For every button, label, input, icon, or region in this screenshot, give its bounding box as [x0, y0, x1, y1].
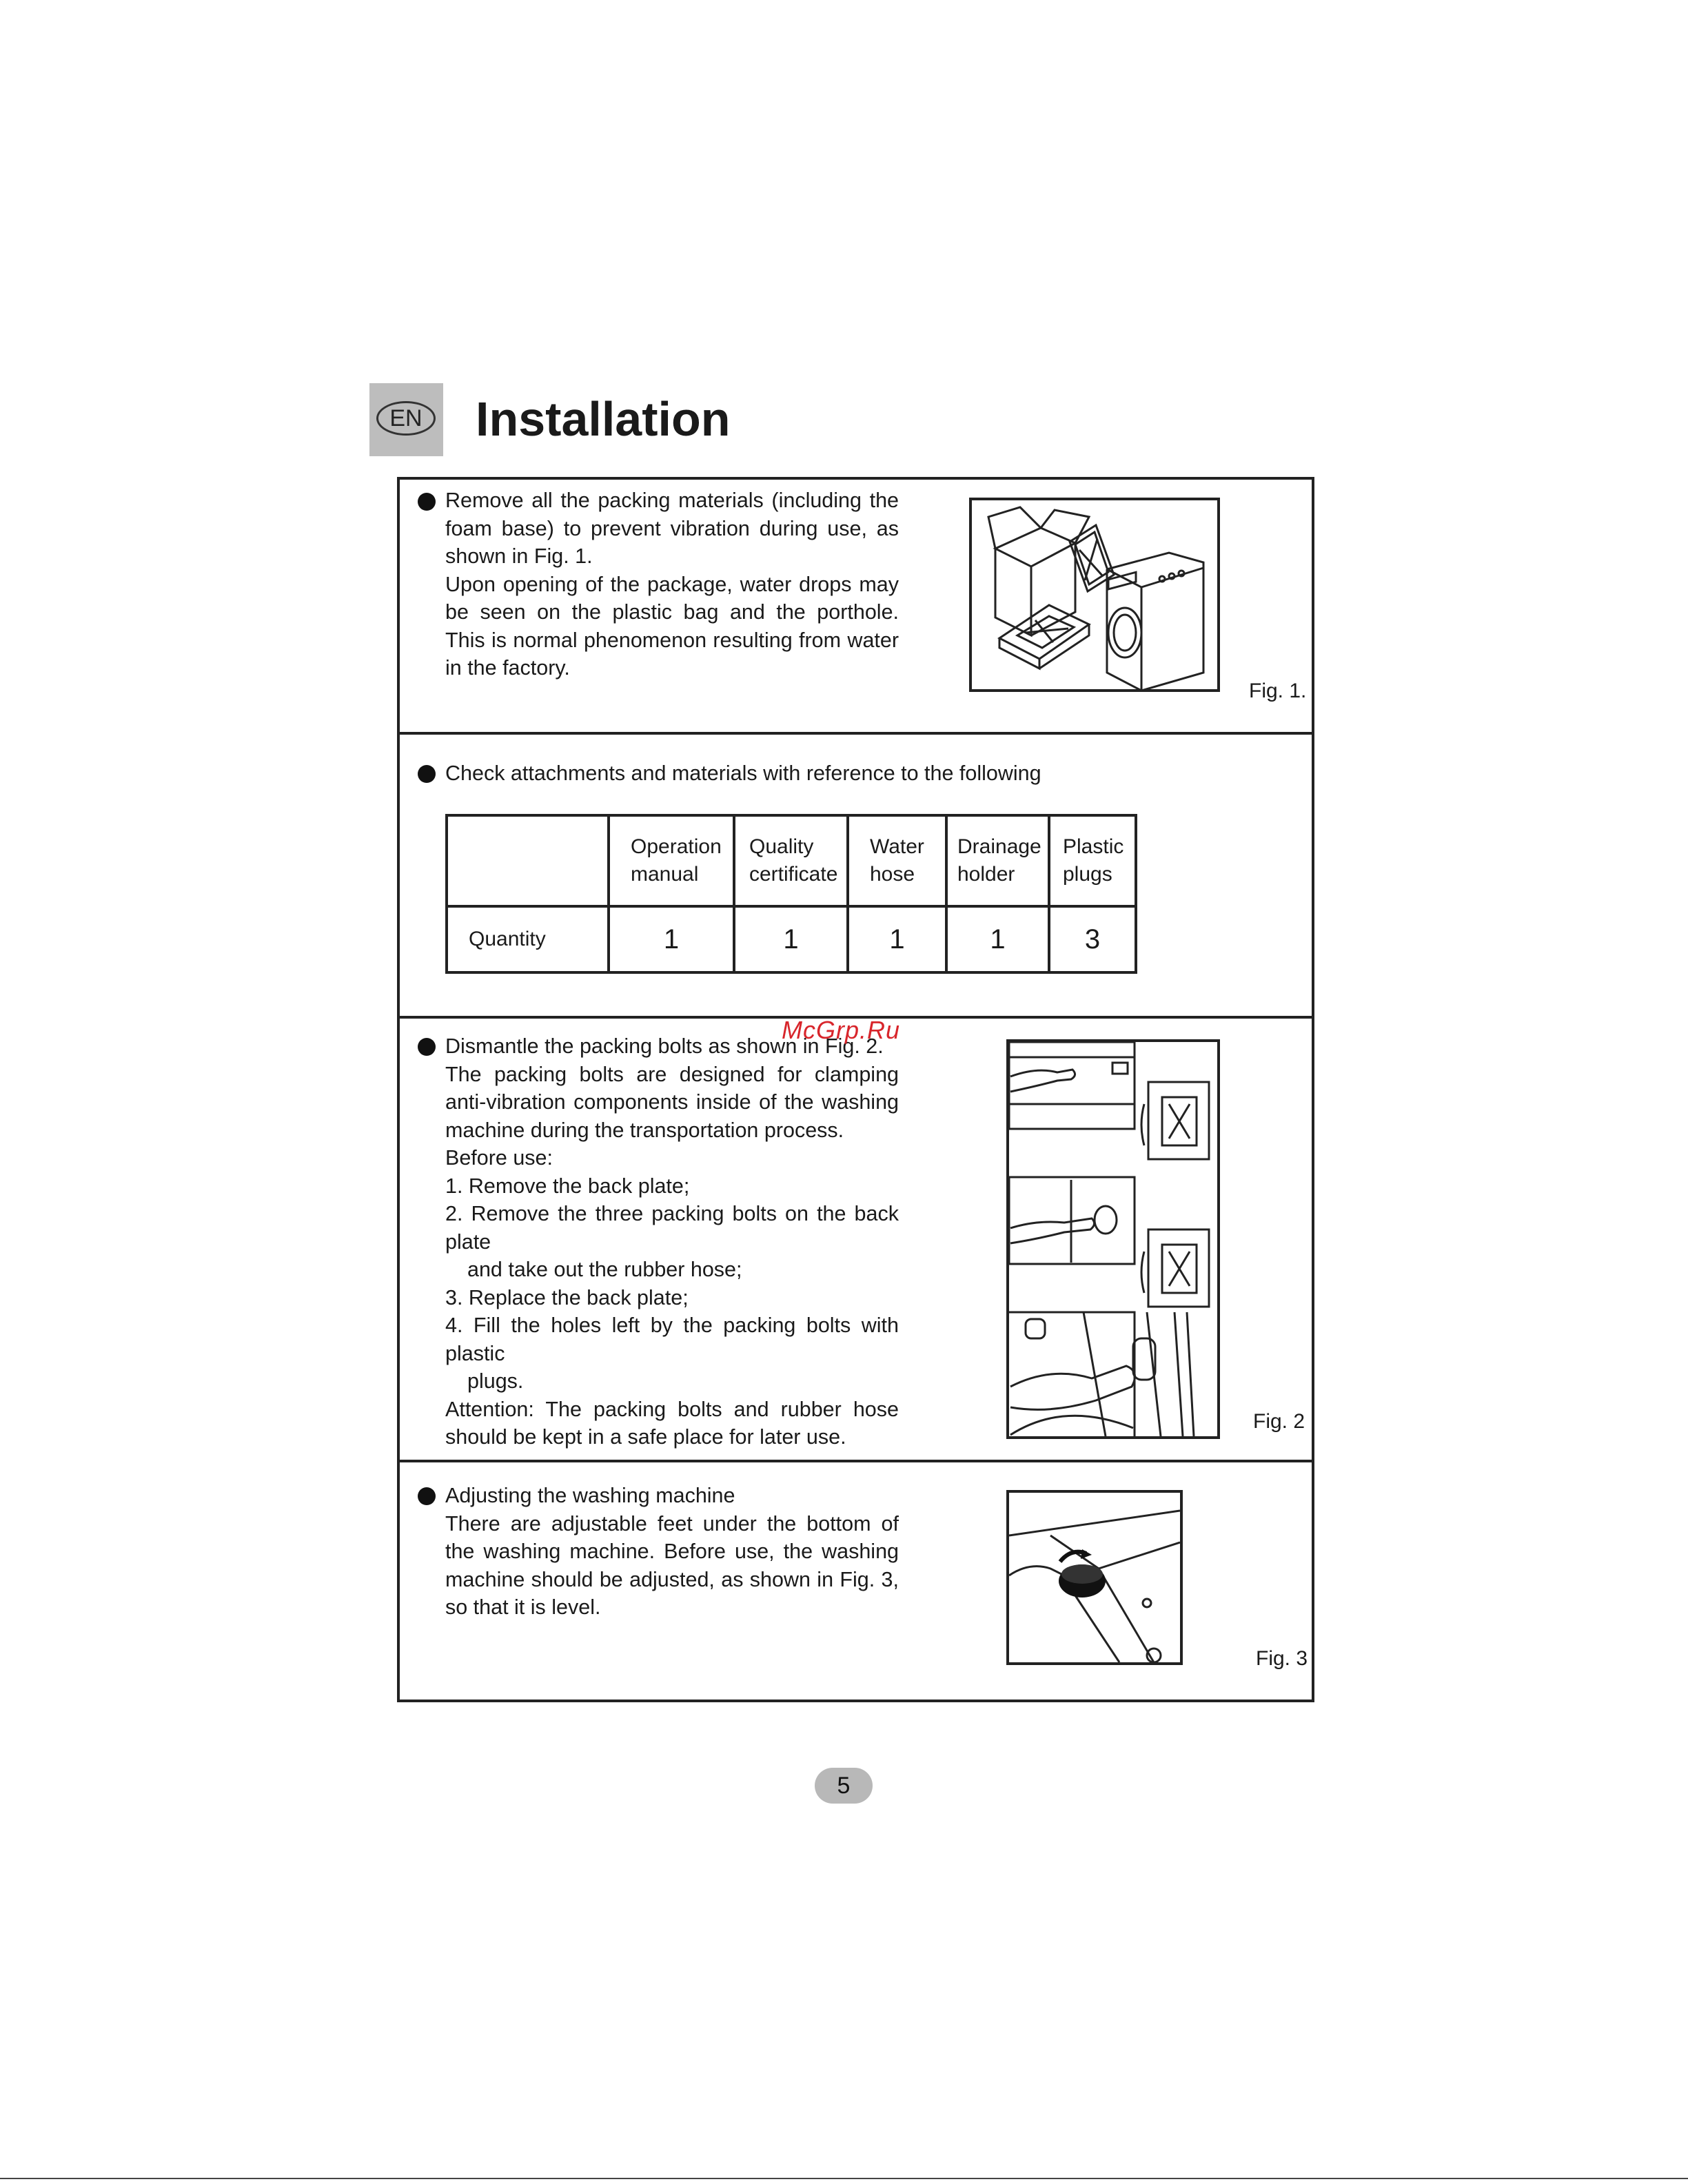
bullet-icon [418, 1487, 436, 1505]
bottom-rule [0, 2178, 1688, 2179]
table-cell: 1 [946, 906, 1049, 972]
bullet-icon [418, 493, 436, 511]
section-remove-packing [400, 480, 1312, 735]
list-item-continued: plugs. [467, 1369, 524, 1393]
unpacking-illustration [972, 500, 1217, 689]
page-title: Installation [476, 392, 731, 446]
attention-note: Attention: The packing bolts and rubber hose should be kept in a safe place for later use. [445, 1397, 899, 1449]
figure-2-packing-bolts [1006, 1039, 1220, 1439]
language-badge: EN [376, 401, 436, 436]
table-header-cell: Drainage holder [946, 815, 1049, 906]
list-item-continued: and take out the rubber hose; [467, 1258, 742, 1281]
page-number: 5 [815, 1768, 873, 1804]
content-frame [397, 477, 1314, 1702]
list-item: 4. Fill the holes left by the packing bolts with plastic [445, 1314, 899, 1365]
table-corner-cell [447, 815, 609, 906]
figure-1-unpacking [969, 498, 1220, 692]
figure-1-caption: Fig. 1. [1249, 680, 1307, 702]
table-row-label: Quantity [447, 906, 609, 972]
paragraph: Remove all the packing materials (including the foam base) to prevent vibration during use, as shown in Fig. 1. [445, 489, 899, 568]
table-cell: 1 [734, 906, 848, 972]
bullet-icon [418, 765, 436, 783]
attachments-table [445, 814, 1137, 974]
section-text [445, 1032, 899, 1451]
section-text [445, 487, 899, 682]
paragraph: Adjusting the washing machine [445, 1484, 735, 1507]
table-header-cell: Quality certificate [734, 815, 848, 906]
figure-3-adjustable-feet [1006, 1490, 1183, 1665]
language-tab [369, 383, 443, 456]
section-intro: Check attachments and materials with reference to the following [445, 762, 1041, 785]
figure-2-caption: Fig. 2 [1253, 1410, 1305, 1433]
paragraph: Dismantle the packing bolts as shown in Fig. 2. [445, 1034, 884, 1058]
table-header-row [447, 815, 1136, 906]
adjustable-feet-illustration [1009, 1493, 1180, 1662]
paragraph: There are adjustable feet under the bottom of the washing machine. Before use, the washing machine should be adjusted, as shown in Fig. 3, so that it is level. [445, 1511, 899, 1619]
table-header-cell: Operation manual [609, 815, 734, 906]
section-check-attachments [400, 732, 1312, 1016]
list-item: 3. Replace the back plate; [445, 1285, 689, 1309]
table-cell: 1 [848, 906, 946, 972]
bullet-icon [418, 1038, 436, 1056]
table-cell: 1 [609, 906, 734, 972]
watermark: McGrp.Ru [782, 1016, 901, 1044]
list-item: 2. Remove the three packing bolts on the back plate [445, 1202, 899, 1254]
packing-bolts-illustration [1009, 1042, 1217, 1436]
paragraph: Before use: [445, 1146, 553, 1170]
figure-3-caption: Fig. 3 [1256, 1647, 1308, 1670]
section-adjust-feet [400, 1460, 1312, 1700]
list-item: 1. Remove the back plate; [445, 1174, 690, 1198]
section-text [445, 1482, 899, 1622]
table-header-cell: Water hose [848, 815, 946, 906]
table-cell: 3 [1049, 906, 1136, 972]
section-packing-bolts [400, 1016, 1312, 1460]
paragraph: Upon opening of the package, water drops may be seen on the plastic bag and the porthole. This is normal phenomenon resulting from water in the factory. [445, 572, 899, 680]
table-row [447, 906, 1136, 972]
table-header-cell: Plastic plugs [1049, 815, 1136, 906]
paragraph: The packing bolts are designed for clamping anti-vibration components inside of the washing machine during the transportation process. [445, 1062, 899, 1142]
